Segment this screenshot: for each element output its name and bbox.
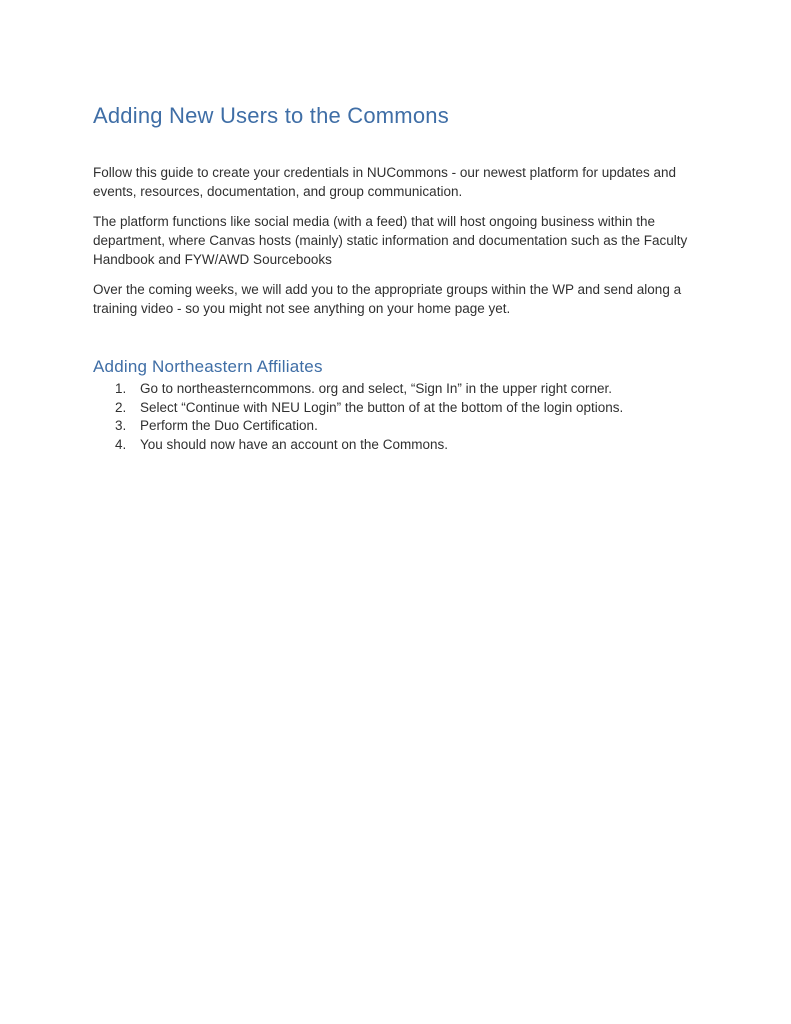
list-item: 2. Select “Continue with NEU Login” the button of at the bottom of the login options. — [130, 399, 723, 418]
list-item: 1. Go to northeasterncommons. org and select, “Sign In” in the upper right corner. — [130, 380, 723, 399]
paragraph-line: Over the coming weeks, we will add you to the appropriate groups within the WP and send along a — [93, 282, 682, 297]
instruction-list — [93, 380, 723, 454]
paragraph-line: Handbook and FYW/AWD Sourcebooks — [93, 252, 332, 267]
list-item: 3. Perform the Duo Certification. — [130, 417, 723, 436]
paragraph-line: training video - so you might not see anything on your home page yet. — [93, 301, 511, 316]
intro-paragraph — [93, 163, 723, 201]
list-item: 4. You should now have an account on the Commons. — [130, 436, 723, 455]
platform-paragraph — [93, 212, 723, 269]
document-content — [93, 103, 723, 454]
paragraph-line: department, where Canvas hosts (mainly) static information and documentation such as the Faculty — [93, 233, 688, 248]
paragraph-line: events, resources, documentation, and group communication. — [93, 184, 463, 199]
paragraph-line: The platform functions like social media (with a feed) that will host ongoing business within the — [93, 214, 656, 229]
page-title: Adding New Users to the Commons — [93, 103, 449, 128]
paragraph-line: Follow this guide to create your credentials in NUCommons - our newest platform for updates and — [93, 165, 677, 180]
coming-weeks-paragraph — [93, 280, 723, 318]
section-heading: Adding Northeastern Affiliates — [93, 357, 323, 376]
